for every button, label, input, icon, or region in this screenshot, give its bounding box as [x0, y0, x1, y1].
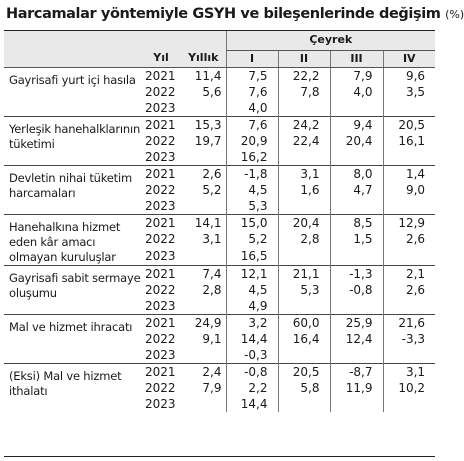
unit-label: (%) — [445, 8, 464, 21]
q1-cell: 4,5 — [226, 282, 278, 298]
annual-cell — [181, 298, 226, 315]
q3-cell: 7,9 — [330, 67, 383, 84]
year-cell: 2022 — [145, 232, 176, 247]
row-label-cell — [4, 67, 141, 116]
q3-cell: -0,8 — [330, 282, 383, 298]
table-row — [4, 314, 435, 331]
q3-cell: 8,5 — [330, 214, 383, 231]
q3-cell — [330, 248, 383, 265]
q1-cell: -1,8 — [226, 165, 278, 182]
q4-cell: 12,9 — [383, 214, 435, 231]
q2-cell: 20,4 — [278, 214, 330, 231]
gdp-expenditure-table — [4, 31, 435, 412]
q4-cell — [383, 298, 435, 315]
table-row — [4, 214, 435, 231]
q1-cell: 15,0 — [226, 214, 278, 231]
annual-cell: 14,1 — [181, 214, 226, 231]
row-label: Hanehalkına hizmet eden kâr amacı olmayan kuruluşlar — [9, 219, 121, 264]
row-label-cell — [4, 116, 141, 165]
q4-cell: 21,6 — [383, 314, 435, 331]
year-cell: 2021 — [141, 314, 181, 331]
annual-cell: 7,9 — [202, 380, 222, 395]
q1-column-header: I — [226, 50, 278, 67]
annual-cell: 7,4 — [181, 265, 226, 282]
q4-cell: 2,1 — [383, 265, 435, 282]
q4-cell: 3,5 — [383, 84, 435, 100]
year-cell: 2022 — [145, 133, 176, 148]
q1-cell: 16,2 — [226, 149, 278, 166]
q3-cell: 12,4 — [330, 331, 383, 347]
q3-cell — [330, 347, 383, 364]
header-row-quarter-group — [4, 31, 435, 50]
header-row-columns — [4, 50, 435, 67]
q1-cell: 5,3 — [226, 198, 278, 215]
q3-cell: 4,7 — [330, 182, 383, 198]
q4-cell: 9,6 — [383, 67, 435, 84]
q2-cell — [278, 149, 330, 166]
q3-cell — [330, 396, 383, 412]
q4-cell: 9,0 — [383, 182, 435, 198]
quarter-group-header: Çeyrek — [226, 31, 435, 50]
q4-cell — [383, 149, 435, 166]
year-cell: 2021 — [141, 214, 181, 231]
q3-cell: 25,9 — [330, 314, 383, 331]
q2-cell: 20,5 — [278, 363, 330, 380]
annual-cell: 3,1 — [202, 232, 222, 247]
q1-cell: 4,5 — [226, 182, 278, 198]
q3-cell — [330, 298, 383, 315]
annual-cell: 15,3 — [181, 116, 226, 133]
q1-cell: 2,2 — [226, 380, 278, 396]
q4-cell — [383, 248, 435, 265]
annual-cell: 24,9 — [181, 314, 226, 331]
annual-cell — [181, 396, 226, 412]
year-cell: 2022 — [145, 84, 176, 99]
year-cell: 2023 — [145, 396, 176, 411]
annual-cell — [181, 248, 226, 265]
table-row — [4, 67, 435, 84]
annual-cell: 11,4 — [181, 67, 226, 84]
q1-cell: 12,1 — [226, 265, 278, 282]
q3-cell — [330, 198, 383, 215]
q2-cell: 16,4 — [278, 331, 330, 347]
q3-cell: 1,5 — [330, 231, 383, 248]
q2-cell: 3,1 — [278, 165, 330, 182]
q4-cell: 2,6 — [383, 282, 435, 298]
q4-cell: 10,2 — [383, 380, 435, 396]
q3-cell — [330, 100, 383, 117]
q2-cell: 22,2 — [278, 67, 330, 84]
row-label-cell — [4, 265, 141, 314]
year-cell: 2021 — [141, 116, 181, 133]
table-row — [4, 165, 435, 182]
year-cell: 2022 — [145, 282, 176, 297]
q1-cell: 3,2 — [226, 314, 278, 331]
table-row — [4, 363, 435, 380]
annual-cell: 5,6 — [202, 84, 222, 99]
q3-cell: 4,0 — [330, 84, 383, 100]
q3-cell: -8,7 — [330, 363, 383, 380]
annual-cell: 2,8 — [202, 282, 222, 297]
annual-cell: 9,1 — [202, 331, 222, 346]
year-column-header: Yıl — [141, 50, 181, 67]
year-cell: 2021 — [141, 67, 181, 84]
annual-cell: 19,7 — [194, 133, 222, 148]
q2-cell: 22,4 — [278, 133, 330, 149]
row-label: Gayrisafi yurt içi hasıla — [9, 72, 136, 87]
year-cell: 2021 — [141, 165, 181, 182]
q2-cell: 21,1 — [278, 265, 330, 282]
q4-column-header: IV — [383, 50, 435, 67]
q1-cell: 20,9 — [226, 133, 278, 149]
annual-cell — [181, 347, 226, 364]
q3-cell: 8,0 — [330, 165, 383, 182]
q4-cell: 3,1 — [383, 363, 435, 380]
row-label: (Eksi) Mal ve hizmet ithalatı — [9, 368, 122, 398]
q4-cell: 2,6 — [383, 231, 435, 248]
q2-cell: 24,2 — [278, 116, 330, 133]
q1-cell: 5,2 — [226, 231, 278, 248]
q2-cell — [278, 198, 330, 215]
q4-cell: 1,4 — [383, 165, 435, 182]
year-cell: 2023 — [145, 198, 176, 213]
q4-cell — [383, 396, 435, 412]
annual-cell: 5,2 — [202, 182, 222, 197]
q4-cell — [383, 347, 435, 364]
q1-cell: 7,6 — [226, 84, 278, 100]
q1-cell: 7,5 — [226, 67, 278, 84]
row-label: Devletin nihai tüketim harcamaları — [9, 170, 132, 200]
q2-cell — [278, 298, 330, 315]
q2-cell: 7,8 — [278, 84, 330, 100]
row-label-cell — [4, 165, 141, 214]
table-row — [4, 265, 435, 282]
q3-cell: 9,4 — [330, 116, 383, 133]
row-label: Mal ve hizmet ihracatı — [9, 319, 133, 334]
annual-cell — [181, 100, 226, 117]
year-cell: 2023 — [145, 249, 176, 264]
q1-cell: 7,6 — [226, 116, 278, 133]
year-cell: 2022 — [145, 331, 176, 346]
q2-column-header: II — [278, 50, 330, 67]
q1-cell: 14,4 — [226, 396, 278, 412]
year-cell: 2023 — [145, 149, 176, 164]
year-cell: 2023 — [145, 100, 176, 115]
q1-cell: -0,8 — [226, 363, 278, 380]
table-title — [6, 6, 464, 28]
year-cell: 2022 — [145, 380, 176, 395]
q1-cell: 16,5 — [226, 248, 278, 265]
q4-cell: -3,3 — [383, 331, 435, 347]
row-label-cell — [4, 363, 141, 412]
annual-cell — [181, 149, 226, 166]
q2-cell: 1,6 — [278, 182, 330, 198]
q3-column-header: III — [330, 50, 383, 67]
q2-cell: 5,3 — [278, 282, 330, 298]
row-label-cell — [4, 314, 141, 363]
q3-cell: -1,3 — [330, 265, 383, 282]
q1-cell: 14,4 — [226, 331, 278, 347]
annual-cell: 2,4 — [181, 363, 226, 380]
q1-cell: 4,0 — [226, 100, 278, 117]
table-body — [4, 67, 435, 412]
year-cell: 2022 — [145, 182, 176, 197]
q2-cell: 60,0 — [278, 314, 330, 331]
q2-cell: 5,8 — [278, 380, 330, 396]
year-cell: 2023 — [145, 298, 176, 313]
row-label: Yerleşik hanehalklarının tüketimi — [9, 121, 141, 151]
table-row — [4, 116, 435, 133]
q1-cell: 4,9 — [226, 298, 278, 315]
year-cell: 2021 — [141, 363, 181, 380]
annual-cell: 2,6 — [181, 165, 226, 182]
q2-cell — [278, 100, 330, 117]
q4-cell — [383, 198, 435, 215]
q3-cell — [330, 149, 383, 166]
q2-cell — [278, 347, 330, 364]
q1-cell: -0,3 — [226, 347, 278, 364]
q2-cell: 2,8 — [278, 231, 330, 248]
q3-cell: 11,9 — [330, 380, 383, 396]
row-label: Gayrisafi sabit sermaye oluşumu — [9, 270, 141, 300]
title-text: Harcamalar yöntemiyle GSYH ve bileşenlerinde değişim — [6, 6, 441, 22]
annual-column-header: Yıllık — [181, 50, 226, 67]
q3-cell: 20,4 — [330, 133, 383, 149]
year-cell: 2023 — [145, 347, 176, 362]
annual-cell — [181, 198, 226, 215]
q4-cell: 20,5 — [383, 116, 435, 133]
q4-cell — [383, 100, 435, 117]
year-cell: 2021 — [141, 265, 181, 282]
q2-cell — [278, 396, 330, 412]
q4-cell: 16,1 — [383, 133, 435, 149]
q2-cell — [278, 248, 330, 265]
row-label-cell — [4, 214, 141, 265]
